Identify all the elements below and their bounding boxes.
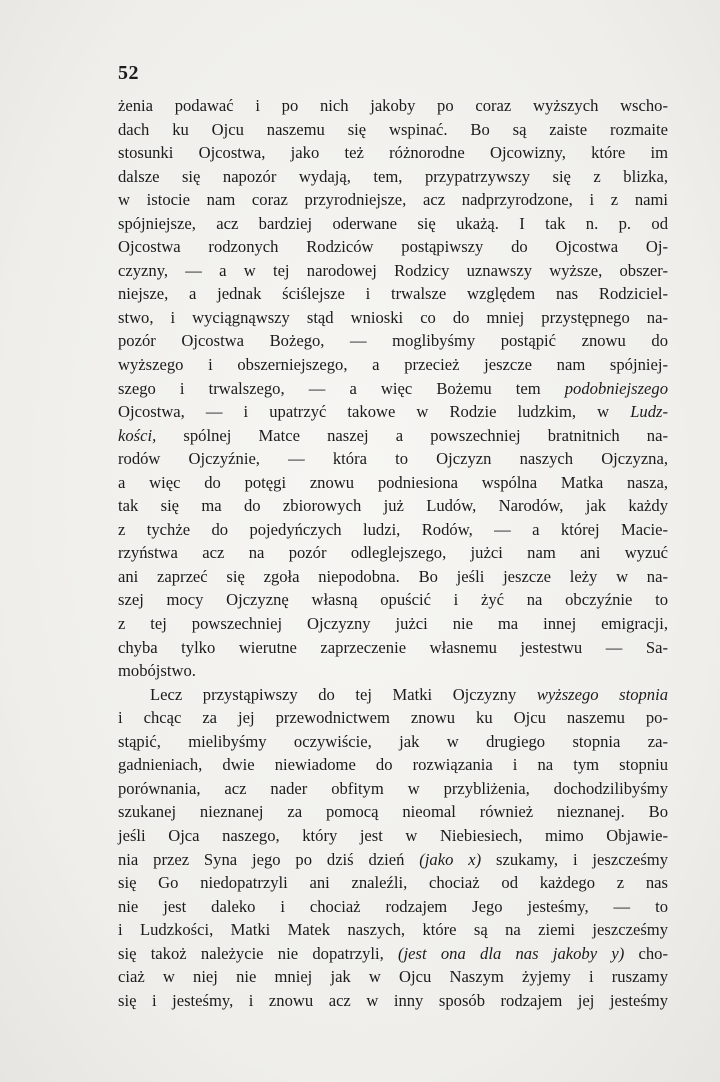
text-line: [118, 895, 668, 919]
text-segment: się takoż należycie nie dopatrzyli,: [118, 943, 399, 963]
text-segment: z tychże do pojedyńczych ludzi, Rodów, — a której Macie-: [118, 519, 668, 539]
text-line: [118, 588, 668, 612]
text-segment: Ojcostwa rodzonych Rodziców postąpiwszy do Ojcostwa Oj-: [118, 237, 668, 257]
text-segment: i Ludzkości, Matki Matek naszych, które są na ziemi jeszcześmy: [118, 920, 668, 940]
text-line: [118, 306, 668, 330]
text-segment: z tej powszechniej Ojczyzny jużci nie ma innej emigracji,: [118, 614, 668, 634]
text-line: [118, 494, 668, 518]
text-segment: pozór Ojcostwa Bożego, — moglibyśmy postąpić znowu do: [118, 331, 668, 351]
text-line: [118, 235, 668, 259]
text-segment: cho-: [624, 943, 668, 963]
italic-segment: Ludz-: [630, 402, 668, 422]
page-number: 52: [118, 62, 139, 84]
text-line: [118, 282, 668, 306]
text-segment: rodów Ojczyźnie, — która to Ojczyzn naszych Ojczyzna,: [118, 449, 668, 469]
text-line: [118, 471, 668, 495]
text-line: [118, 612, 668, 636]
text-segment: szego i trwalszego, — a więc Bożemu tem: [118, 378, 565, 398]
text-line: [118, 188, 668, 212]
text-line: [118, 329, 668, 353]
text-segment: mobójstwo.: [118, 661, 196, 681]
text-segment: tak się ma do zbiorowych już Ludów, Narodów, jak każdy: [118, 496, 668, 516]
text-segment: w istocie nam coraz przyrodniejsze, acz nadprzyrodzone, i z nami: [118, 190, 668, 210]
italic-segment: podobniejszego: [564, 378, 668, 398]
text-line: [118, 400, 668, 424]
text-segment: szukanej nieznanej za pomocą nieomal również nieznanej. Bo: [118, 802, 668, 822]
italic-segment: wyższego stopnia: [536, 684, 669, 704]
text-line: [118, 424, 668, 448]
text-segment: rzyństwa acz na pozór odleglejszego, jużci nam ani wyzuć: [118, 543, 668, 563]
text-line: [118, 800, 668, 824]
text-segment: niejsze, a jednak ściślejsze i trwalsze względem nas Rodziciel-: [118, 284, 668, 304]
text-line: [118, 165, 668, 189]
text-segment: i chcąc za jej przewodnictwem znowu ku Ojcu naszemu po-: [118, 708, 668, 728]
text-segment: wyższego i obszerniejszego, a przecież jeszcze nam spójniej-: [118, 355, 668, 375]
text-line: [118, 824, 668, 848]
text-line: [118, 259, 668, 283]
italic-segment: (jako x): [419, 849, 482, 869]
text-segment: szukamy, i jeszcześmy: [481, 849, 668, 869]
text-line: [118, 636, 668, 660]
text-line: [118, 871, 668, 895]
body-text: [118, 94, 668, 1012]
text-line: [118, 94, 668, 118]
text-segment: szej mocy Ojczyznę własną opuścić i żyć na obczyźnie to: [118, 590, 668, 610]
text-segment: a więc do potęgi znowu podniesiona wspólna Matka nasza,: [118, 472, 668, 492]
text-segment: nie jest daleko i chociaż rodzajem Jego jesteśmy, — to: [118, 896, 668, 916]
text-segment: gadnieniach, dwie niewiadome do rozwiązania i na tym stopniu: [118, 755, 668, 775]
text-line: [118, 730, 668, 754]
text-line: [118, 118, 668, 142]
text-segment: dalsze się napozór wydają, tem, przypatrzywszy się z blizka,: [118, 166, 668, 186]
text-line: [118, 141, 668, 165]
text-segment: stwo, i wyciągnąwszy stąd wnioski co do mniej przystępnego na-: [118, 307, 668, 327]
text-segment: spólnej Matce naszej a powszechniej bratnitnich na-: [156, 425, 668, 445]
italic-segment: (jest ona dla nas jakoby y): [398, 943, 625, 963]
text-line: [118, 659, 668, 683]
text-segment: dach ku Ojcu naszemu się wspinać. Bo są zaiste rozmaite: [118, 119, 668, 139]
text-segment: porównania, acz nader obfitym w przybliżenia, dochodzilibyśmy: [118, 778, 668, 798]
text-segment: spójniejsze, acz bardziej oderwane się ukażą. I tak n. p. od: [118, 213, 668, 233]
text-segment: ani zaprzeć się zgoła niepodobna. Bo jeśli jeszcze leży w na-: [118, 566, 668, 586]
text-line: [118, 212, 668, 236]
text-line: [118, 683, 668, 707]
text-segment: stosunki Ojcostwa, jako też różnorodne Ojcowizny, które im: [118, 143, 668, 163]
text-line: [118, 965, 668, 989]
text-line: [118, 848, 668, 872]
text-line: [118, 541, 668, 565]
text-line: [118, 447, 668, 471]
text-line: [118, 989, 668, 1013]
text-line: [118, 377, 668, 401]
text-segment: się i jesteśmy, i znowu acz w inny sposób rodzajem jej jesteśmy: [118, 990, 668, 1010]
text-segment: Lecz przystąpiwszy do tej Matki Ojczyzny: [150, 684, 537, 704]
text-line: [118, 918, 668, 942]
text-segment: ciaż w niej nie mniej jak w Ojcu Naszym żyjemy i ruszamy: [118, 967, 668, 987]
text-segment: czyzny, — a w tej narodowej Rodzicy uznawszy wyższe, obszer-: [118, 260, 668, 280]
text-line: [118, 706, 668, 730]
text-segment: nia przez Syna jego po dziś dzień: [118, 849, 420, 869]
text-segment: się Go niedopatrzyli ani znaleźli, chociaż od każdego z nas: [118, 873, 668, 893]
text-segment: Ojcostwa, — i upatrzyć takowe w Rodzie ludzkim, w: [118, 402, 631, 422]
text-line: [118, 353, 668, 377]
text-line: [118, 518, 668, 542]
text-segment: chyba tylko wierutne zaprzeczenie własnemu jestestwu — Sa-: [118, 637, 668, 657]
text-segment: stąpić, mielibyśmy oczywiście, jak w drugiego stopnia za-: [118, 731, 668, 751]
text-line: [118, 753, 668, 777]
italic-segment: kości,: [118, 425, 157, 445]
text-line: [118, 777, 668, 801]
text-line: [118, 942, 668, 966]
text-segment: jeśli Ojca naszego, który jest w Niebiesiech, mimo Objawie-: [118, 825, 668, 845]
text-line: [118, 565, 668, 589]
text-segment: żenia podawać i po nich jakoby po coraz wyższych wscho-: [118, 96, 668, 115]
